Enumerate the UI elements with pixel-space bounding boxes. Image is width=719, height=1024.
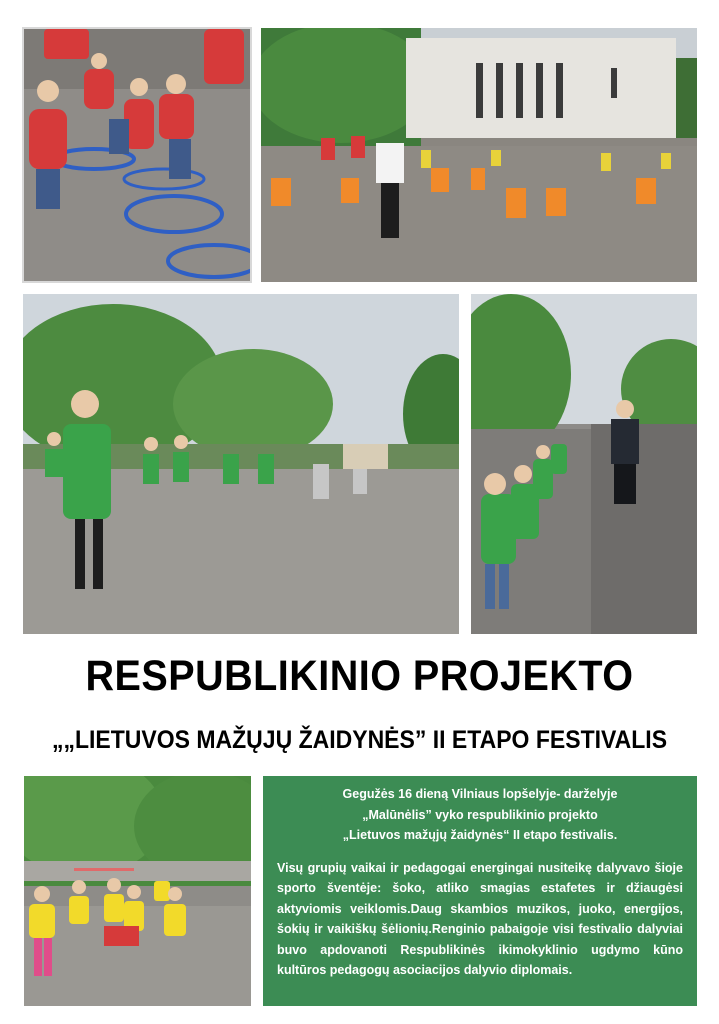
info-body-text: Visų grupių vaikai ir pedagogai energingai nusiteikę dalyvavo šioje sporto šventėje: šoko, atliko smagias estafetes ir džiaugėsi aktyviomis veiklomis.Daug skambios muzikos, juoko, energijos, šokių ir vaikiškų šėlionių.Renginio pabaigoje visi festivalio dalyviai buvo apdovanoti Respublikinės ikimokyklinio ugdymo kūno kultūros pedagogų asociacijos dalyvio diplomais. bbox=[277, 860, 683, 977]
intro-line: „Lietuvos mažųjų žaidynės“ II etapo festivalis. bbox=[342, 828, 618, 842]
photo-group-building bbox=[261, 28, 697, 282]
page-subtitle: „„LIETUVOS MAŽŲJŲ ŽAIDYNĖS” II ETAPO FESTIVALIS bbox=[51, 726, 668, 754]
photo-children-yellow bbox=[24, 776, 251, 1006]
info-intro bbox=[277, 784, 683, 846]
info-box bbox=[263, 776, 697, 1006]
photo-children-hoops bbox=[22, 27, 252, 283]
page-title: RESPUBLIKINIO PROJEKTO bbox=[85, 652, 634, 700]
photo-green-vests-exercise bbox=[23, 294, 459, 634]
intro-line: Gegužės 16 dieną Vilniaus lopšelyje- darželyje bbox=[342, 787, 618, 801]
photo-children-line bbox=[471, 294, 697, 634]
intro-line: „Malūnėlis” vyko respublikinio projekto bbox=[362, 807, 598, 822]
